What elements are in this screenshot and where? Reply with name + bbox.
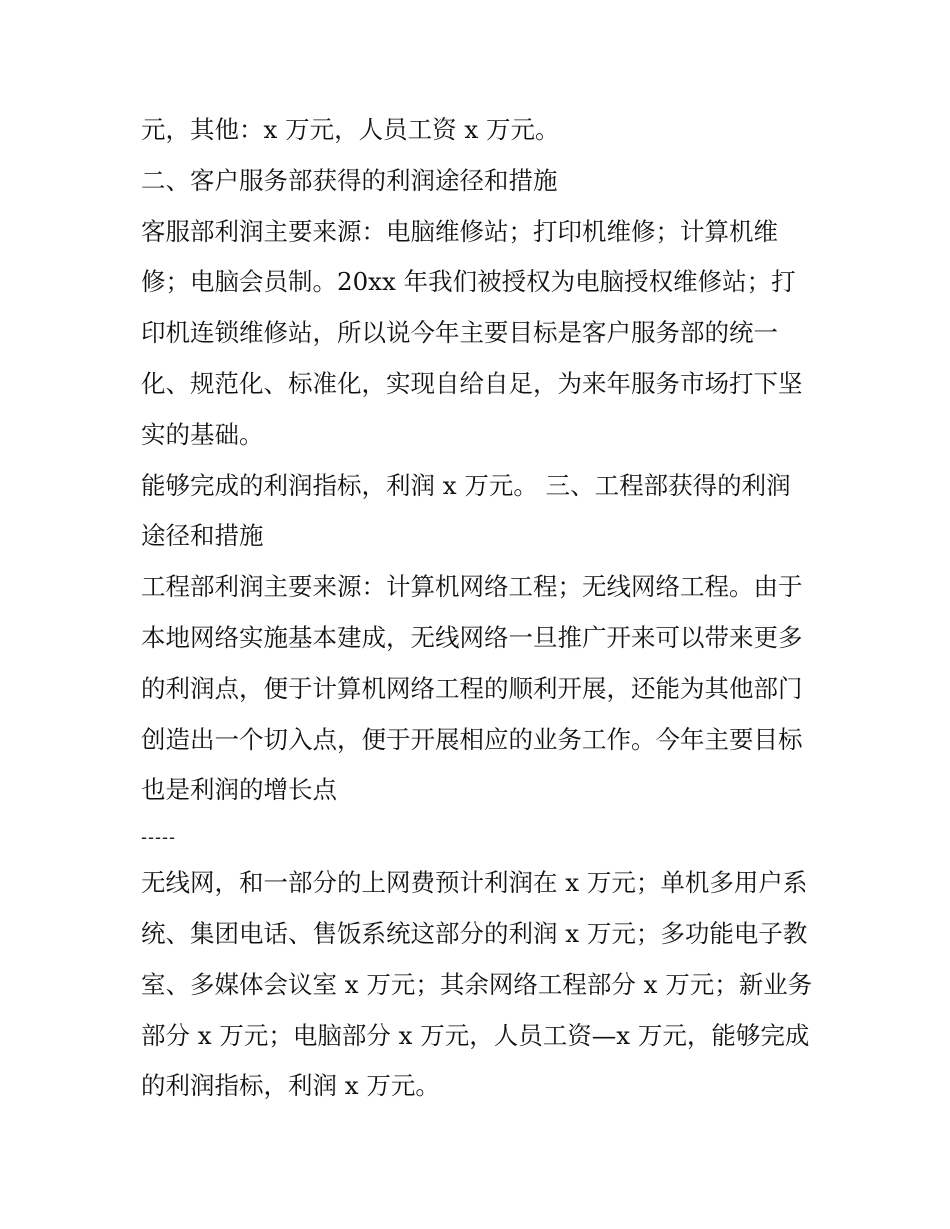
page-separator: ----- bbox=[141, 827, 176, 848]
text-line: 也是利润的增长点 bbox=[141, 775, 337, 805]
text-line: 统、集团电话、售饭系统这部分的利润 x 万元；多功能电子教 bbox=[141, 918, 808, 948]
text-line: 无线网，和一部分的上网费预计利润在 x 万元；单机多用户系 bbox=[141, 868, 808, 898]
text-line: 能够完成的利润指标，利润 x 万元。 三、工程部获得的利润 bbox=[141, 470, 791, 500]
text-line: 元，其他：x 万元，人员工资 x 万元。 bbox=[141, 115, 560, 144]
section-heading: 二、客户服务部获得的利润途径和措施 bbox=[141, 165, 558, 195]
document-body bbox=[141, 105, 821, 1112]
text-line: 部分 x 万元；电脑部分 x 万元，人员工资—x 万元，能够完成 bbox=[141, 1020, 810, 1050]
text-line: 本地网络实施基本建成，无线网络一旦推广开来可以带来更多 bbox=[141, 622, 803, 652]
text-line: 实的基础。 bbox=[141, 419, 264, 449]
text-line: 的利润点，便于计算机网络工程的顺利开展，还能为其他部门 bbox=[141, 673, 803, 703]
text-line: 化、规范化、标准化，实现自给自足，为来年服务市场打下坚 bbox=[141, 368, 803, 398]
text-line: 印机连锁维修站，所以说今年主要目标是客户服务部的统一 bbox=[141, 318, 778, 348]
text-line: 工程部利润主要来源：计算机网络工程；无线网络工程。由于 bbox=[141, 572, 803, 602]
text-line: 的利润指标，利润 x 万元。 bbox=[141, 1071, 440, 1101]
text-line: 客服部利润主要来源：电脑维修站；打印机维修；计算机维 bbox=[141, 216, 778, 246]
text-line: 途径和措施 bbox=[141, 521, 264, 551]
text-line: 修；电脑会员制。20xx 年我们被授权为电脑授权维修站；打 bbox=[141, 267, 796, 297]
text-line: 创造出一个切入点，便于开展相应的业务工作。今年主要目标 bbox=[141, 724, 803, 754]
text-line: 室、多媒体会议室 x 万元；其余网络工程部分 x 万元；新业务 bbox=[141, 969, 813, 999]
